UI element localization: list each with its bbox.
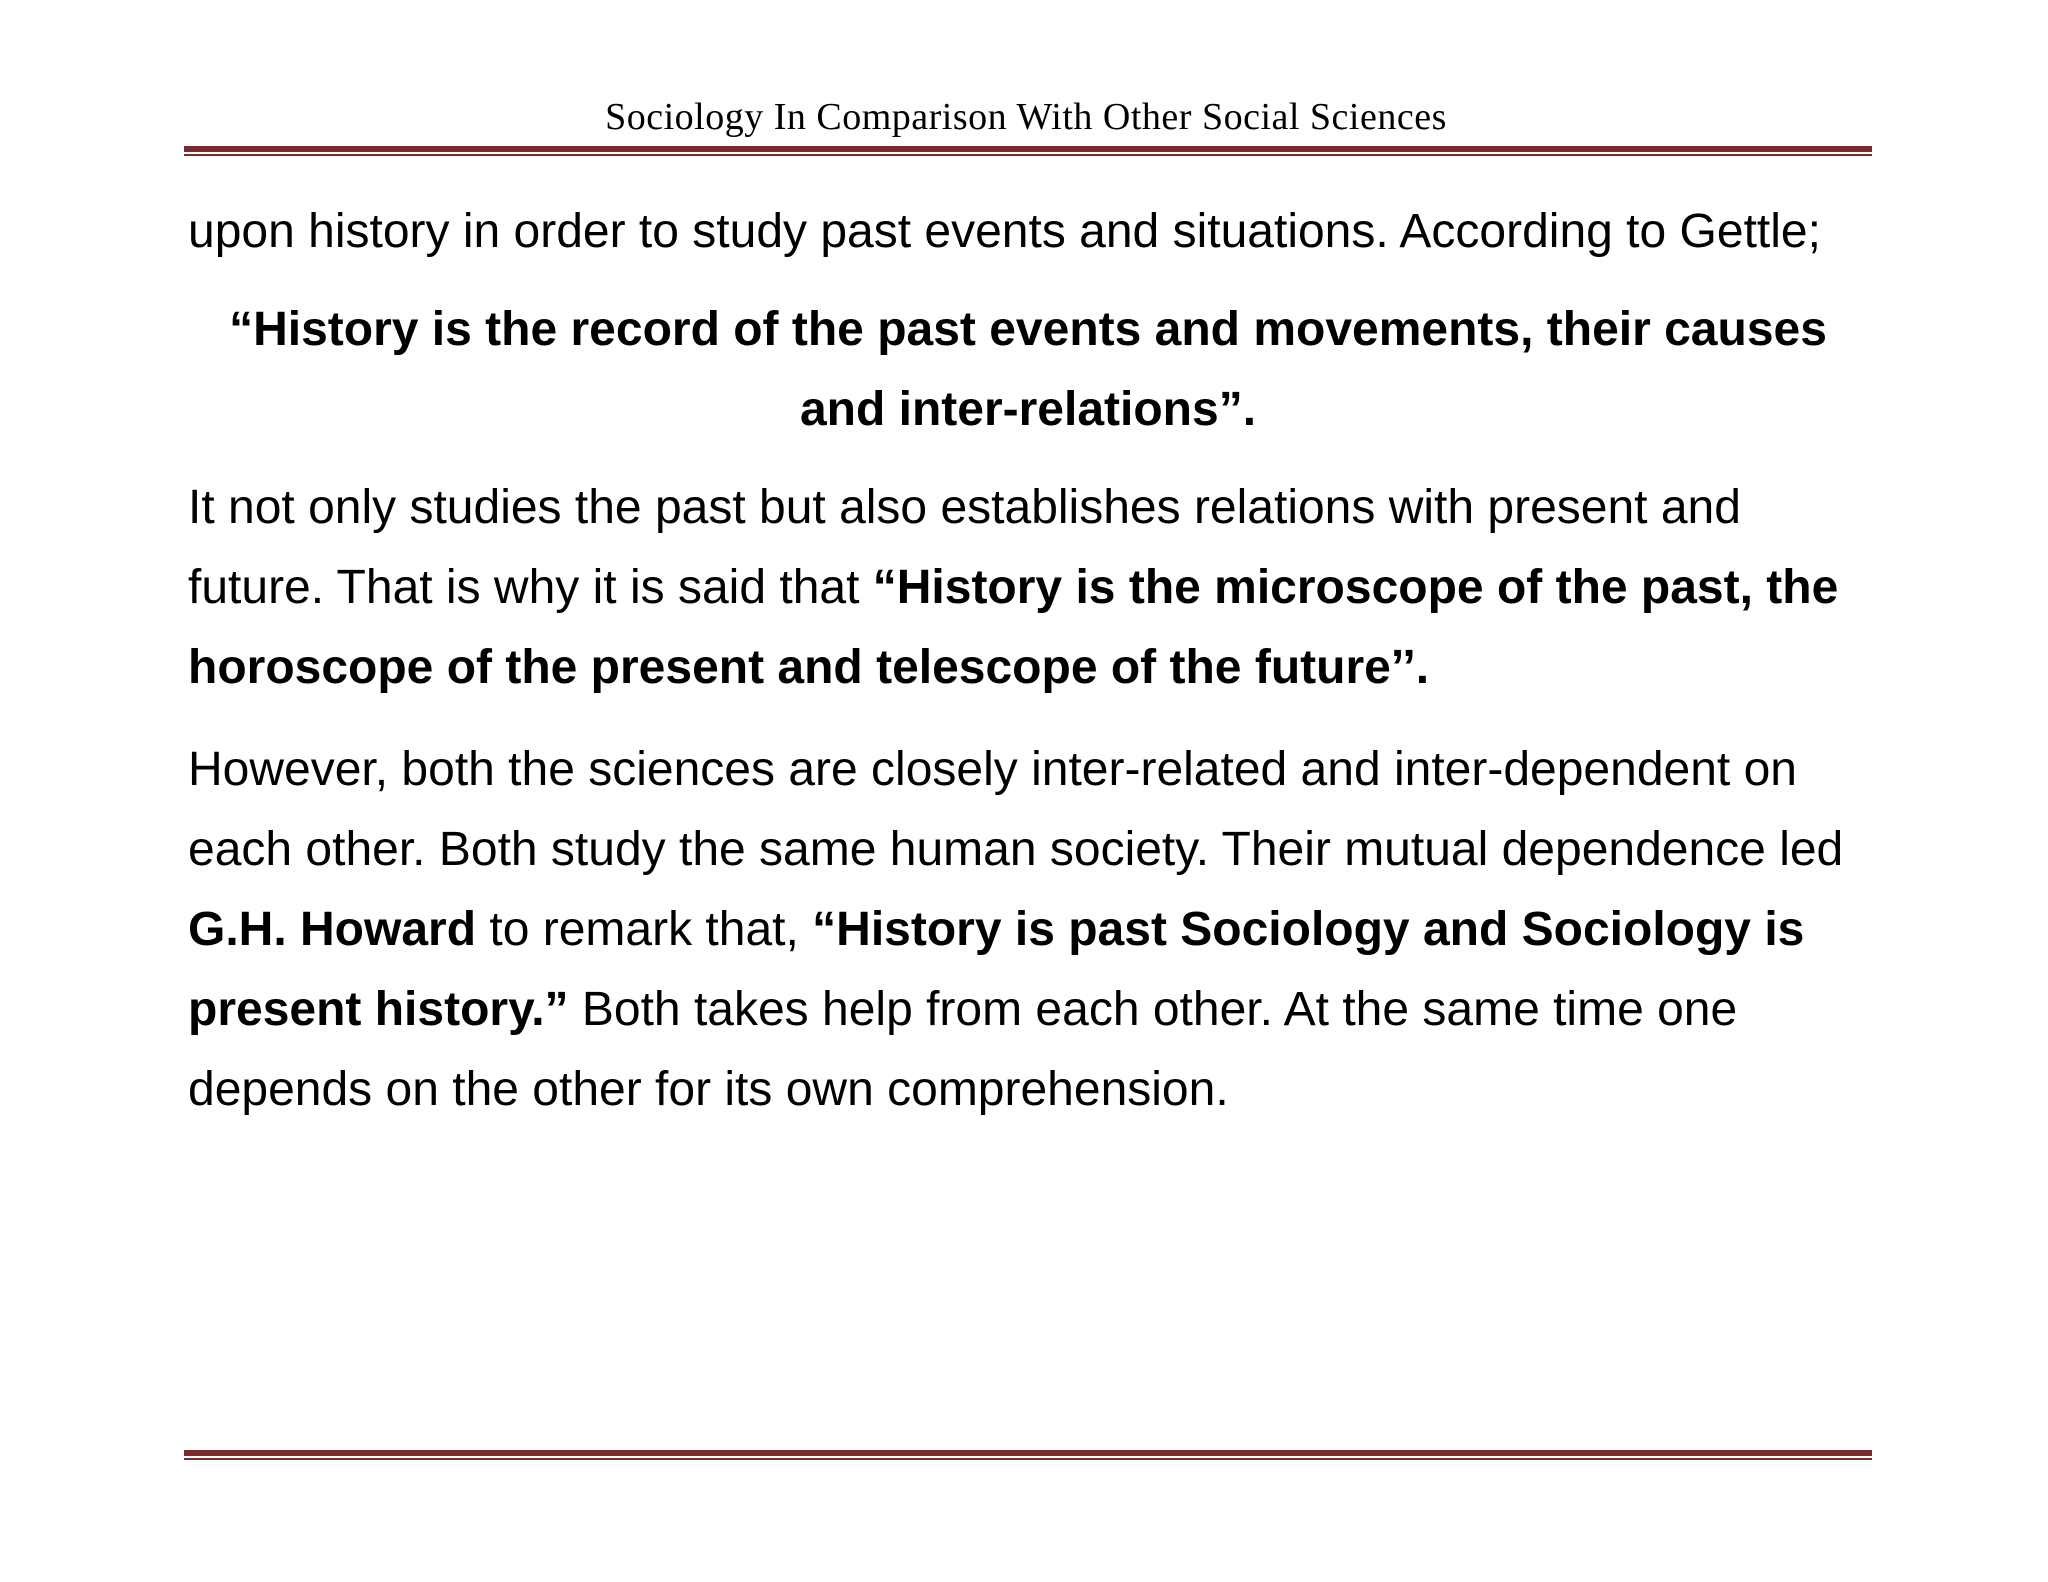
author-name: G.H. Howard <box>188 903 477 956</box>
quote-gettle-line-1: “History is the record of the past events and movements, their causes <box>229 303 1827 356</box>
quote-gettle-line-2: and inter-relations”. <box>799 383 1257 436</box>
header-rule-thick <box>184 146 1872 152</box>
paragraph-interrelation-text: However, both the sciences are closely inter-related and inter-dependent on each other. Both study the same human society. Their mutual dependence led <box>188 743 1844 876</box>
paragraph-intro: upon history in order to study past events and situations. According to Gettle; <box>188 205 1821 258</box>
header-rule <box>184 146 1872 156</box>
footer-rule <box>184 1450 1872 1460</box>
paragraph-interrelation-mid: to remark that, <box>476 903 813 956</box>
paragraph-interrelation-end: Both takes help from each other. At the same time one depends on the other for its own comprehension. <box>188 983 1738 1116</box>
footer-rule-thin <box>184 1458 1872 1460</box>
running-header: Sociology In Comparison With Other Social Sciences <box>605 96 1447 138</box>
paragraph-microscope <box>188 468 1868 708</box>
footer-rule-thick <box>184 1450 1872 1456</box>
body-text <box>188 192 1868 1130</box>
howard-quote: “History is past Sociology and Sociology is present history.” <box>188 903 1805 1036</box>
microscope-quote: “History is the microscope of the past, the horoscope of the present and telescope of the future’’. <box>188 561 1839 694</box>
header-rule-thin <box>184 154 1872 156</box>
paragraph-microscope-text: It not only studies the past but also establishes relations with present and future. That is why it is said that <box>188 481 1741 614</box>
paragraph-interrelation <box>188 730 1868 1130</box>
quote-gettle <box>188 290 1868 450</box>
